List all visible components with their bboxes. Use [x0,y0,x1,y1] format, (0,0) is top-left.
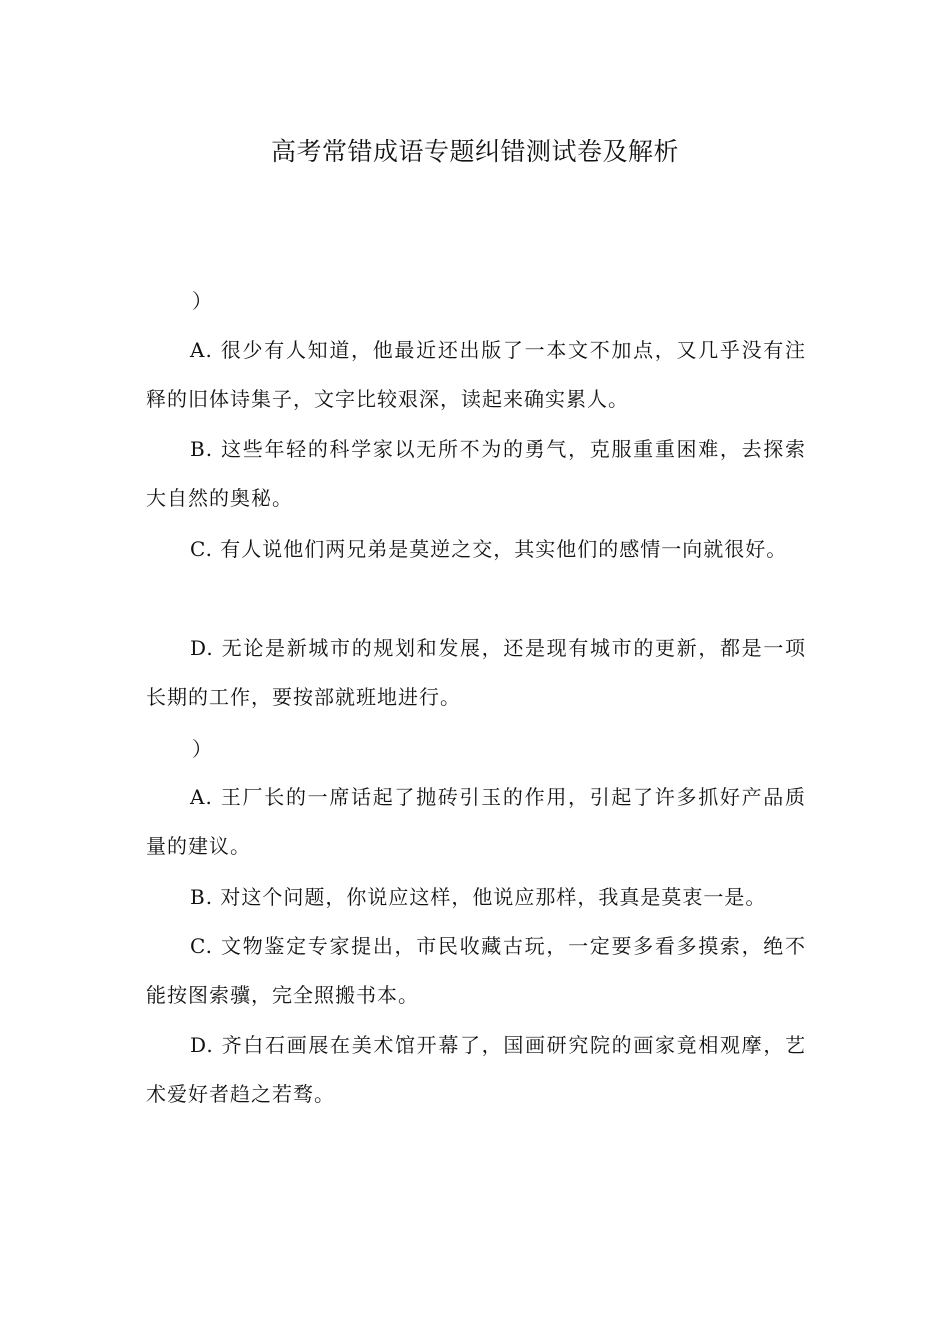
document-title: 高考常错成语专题纠错测试卷及解析 [270,137,679,166]
question-1-option-d: D. 无论是新城市的规划和发展，还是现有城市的更新，都是一项长期的工作，要按部就班地进行。 [146,636,806,709]
question-2-option-a: A. 王厂长的一席话起了抛砖引玉的作用，引起了许多抓好产品质量的建议。 [146,785,806,858]
question-1-option-a: A. 很少有人知道，他最近还出版了一本文不加点，又几乎没有注释的旧体诗集子，文字比较艰深，读起来确实累人。 [146,338,806,411]
question-2-marker: ） [192,737,212,761]
question-2-option-c: C. 文物鉴定专家提出，市民收藏古玩，一定要多看多摸索，绝不能按图索骥，完全照搬书本。 [146,934,806,1007]
question-1-marker: ） [192,289,212,313]
question-2-option-b: B. 对这个问题，你说应这样，他说应那样，我真是莫衷一是。 [190,885,767,909]
question-1-option-b: B. 这些年轻的科学家以无所不为的勇气，克服重重困难，去探索大自然的奥秘。 [146,437,806,510]
question-1-option-c: C. 有人说他们两兄弟是莫逆之交，其实他们的感情一向就很好。 [190,537,788,561]
question-2-option-d: D. 齐白石画展在美术馆开幕了，国画研究院的画家竟相观摩，艺术爱好者趋之若骛。 [146,1033,806,1106]
